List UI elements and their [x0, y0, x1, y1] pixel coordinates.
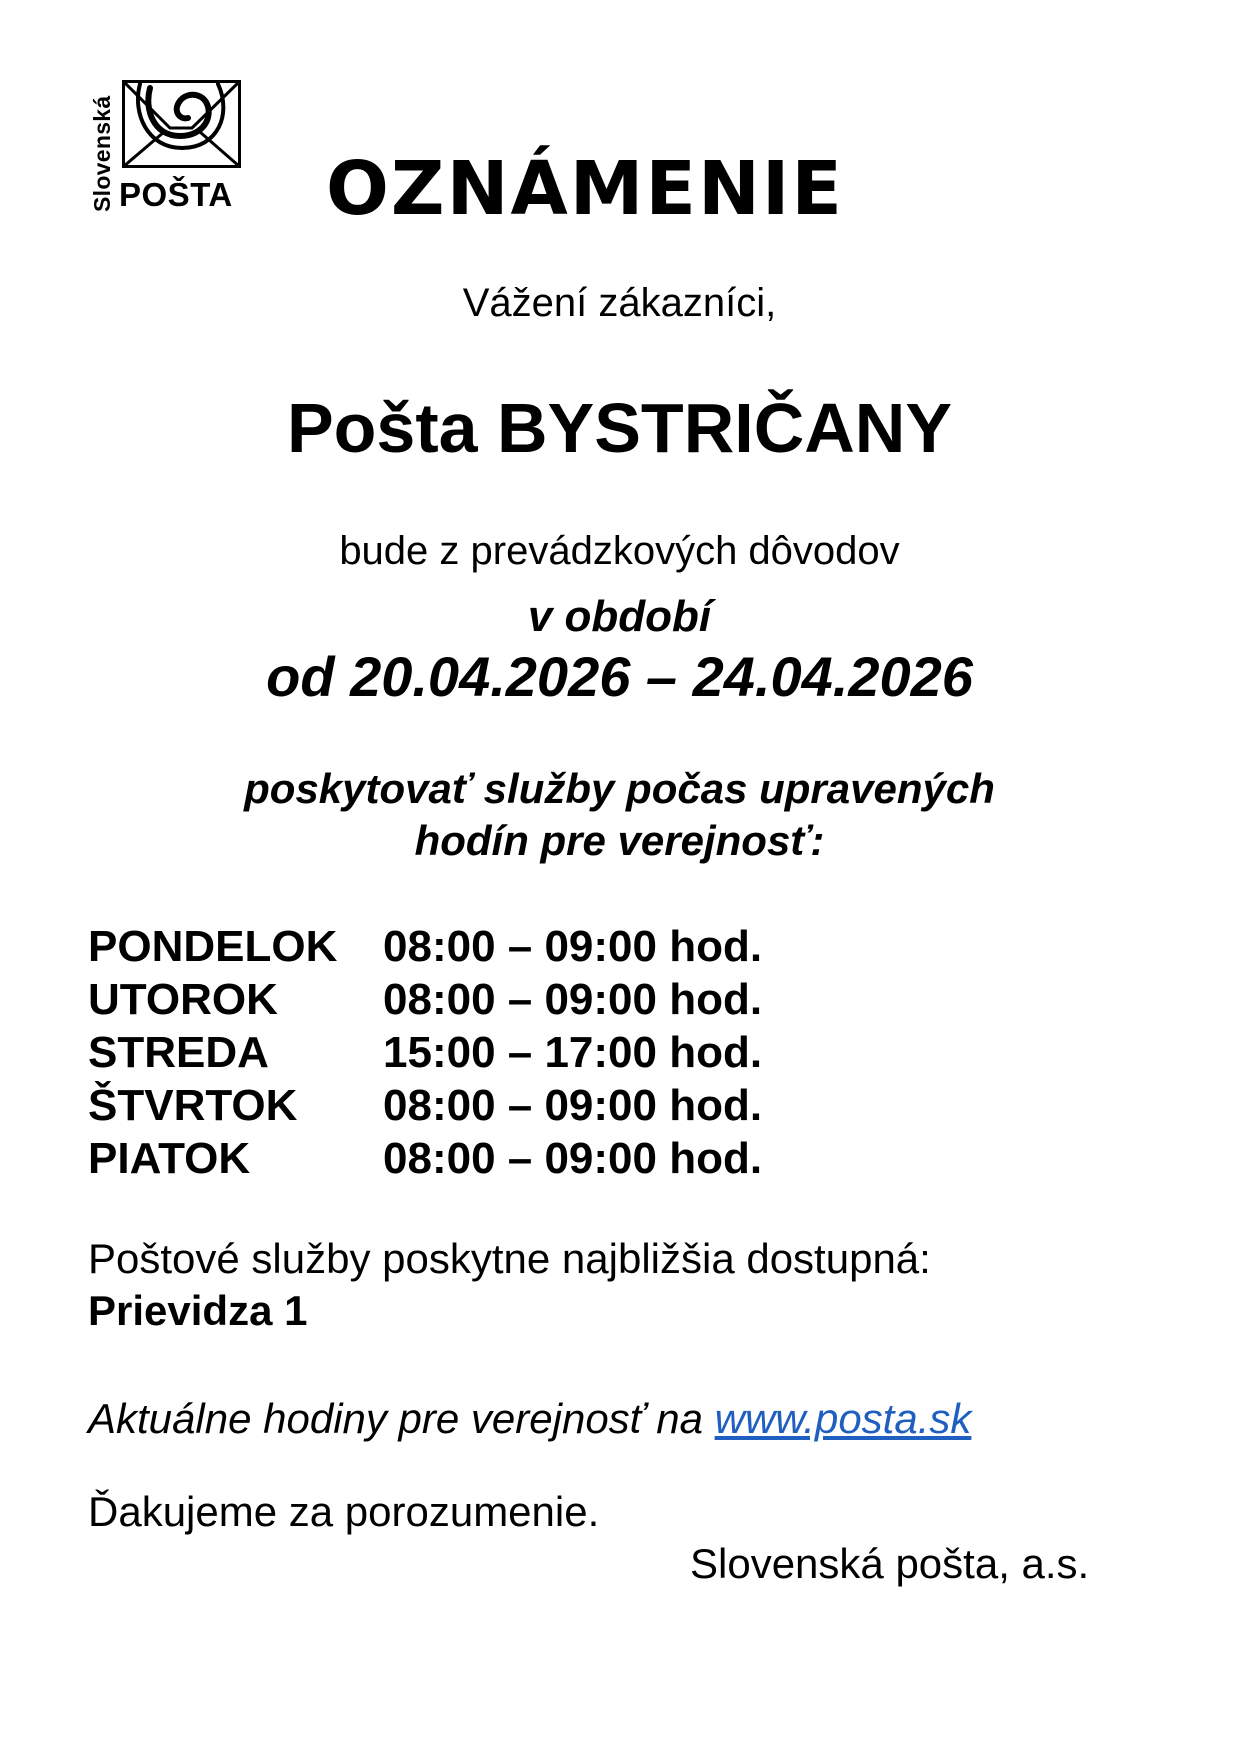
time-range: 08:00 – 09:00 hod.	[383, 975, 763, 1024]
nearest-office: Prievidza 1	[88, 1287, 308, 1334]
day-label: STREDA	[88, 1028, 269, 1077]
hours-row-thursday	[88, 1079, 762, 1132]
day-label: PIATOK	[88, 1134, 251, 1183]
page-title: OZNÁMENIE	[326, 146, 844, 232]
current-hours-note	[88, 1395, 971, 1443]
thanks-text: Ďakujeme za porozumenie.	[88, 1488, 600, 1535]
time-range: 08:00 – 09:00 hod.	[383, 922, 763, 971]
nearest-office-label: Poštové služby poskytne najbližšia dostupná:	[88, 1235, 931, 1282]
day-label: PONDELOK	[88, 922, 338, 971]
period-label: v období	[527, 592, 712, 641]
opening-hours-list	[88, 920, 762, 1185]
day-label: ŠTVRTOK	[88, 1081, 298, 1130]
time-range: 08:00 – 09:00 hod.	[383, 1134, 763, 1183]
hours-row-friday	[88, 1132, 762, 1185]
hours-row-monday	[88, 920, 762, 973]
period-dates: od 20.04.2026 – 24.04.2026	[266, 645, 973, 708]
day-label: UTOROK	[88, 975, 278, 1024]
logo-word: POŠTA	[119, 176, 233, 213]
reason-text: bude z prevádzkových dôvodov	[339, 529, 900, 573]
services-line-2: hodín pre verejnosť:	[414, 817, 825, 864]
time-range: 08:00 – 09:00 hod.	[383, 1081, 763, 1130]
signature: Slovenská pošta, a.s.	[690, 1540, 1090, 1587]
services-line-1: poskytovať služby počas upravených	[244, 765, 995, 812]
website-link[interactable]: www.posta.sk	[714, 1395, 972, 1442]
hours-row-tuesday	[88, 973, 762, 1026]
posta-logo-icon	[122, 80, 241, 168]
current-hours-text: Aktuálne hodiny pre verejnosť na	[88, 1395, 715, 1442]
greeting: Vážení zákazníci,	[462, 281, 777, 325]
logo-vertical-text: Slovenská	[89, 95, 115, 212]
hours-row-wednesday	[88, 1026, 762, 1079]
time-range: 15:00 – 17:00 hod.	[383, 1028, 763, 1077]
office-name: Pošta BYSTRIČANY	[286, 389, 953, 467]
